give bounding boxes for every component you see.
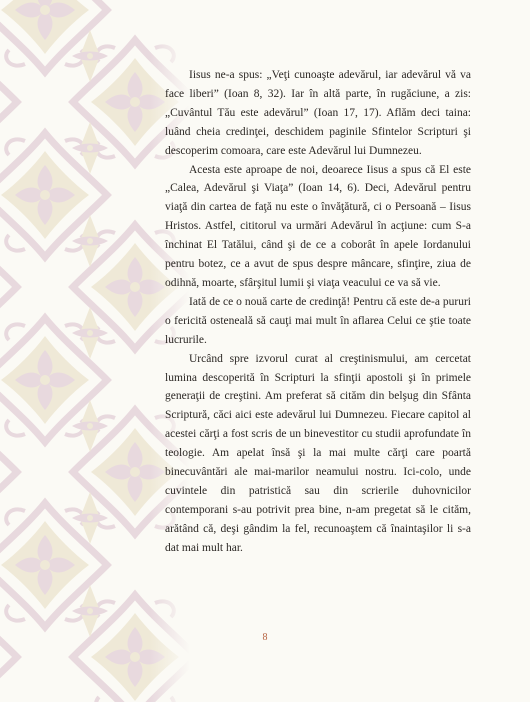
paragraph-1: Iisus ne-a spus: „Veţi cunoaşte adevărul, iar adevărul vă va face liberi” (Ioan 8, 32). Iar în altă parte, în rugăciune, a zis: „Cuvântul Tău este adevărul” (Ioan 17, 17). Aflăm deci taina: luând cheia credinţei, deschidem paginile Sfintelor Scripturi şi descoperim comoara, care este Adevărul lui Dumnezeu. [165,69,471,157]
paragraph-3: Iată de ce o nouă carte de credinţă! Pentru că este de-a pururi o fericită osteneală să cauţi mai mult în aflarea Celui ce ştie toate lucrurile. [165,295,471,346]
body-text [165,66,471,558]
paragraph-2: Acesta este aproape de noi, deoarece Iisus a spus că El este „Calea, Adevărul şi Viaţa” (Ioan 14, 6). Deci, Adevărul pentru viaţă din cartea de faţă nu este o învăţătură, ci o Persoană – Iisus Hristos. Astfel, cititorul va urmări Adevărul în acţiune: cum S-a închinat El Tatălui, când şi de ce a coborât în apele Iordanului pentru botez, ce a avut de spus despre mâncare, sfinţire, ziua de odihnă, moarte, sfârşitul lumii şi viaţa veacului ce va să vie. [165,163,471,289]
paragraph-4: Urcând spre izvorul curat al creştinismului, am cercetat lumina descoperită în Scripturi la sfinţii apostoli şi în primele generaţii de creştini. Am preferat să cităm din belşug din Sfânta Scriptură, căci aici este adevărul lui Dumnezeu. Fiecare capitol al acestei cărţi a fost scris de un binevestitor cu studii aprofundate în teologie. Am apelat însă şi la mai multe cărţi care poartă binecuvântări ale mai-marilor neamului nostru. Ici-colo, unde cuvintele din patristică sau din scrierile duhovnicilor contemporani s-au potrivit prea bine, n-am pregetat să le cităm, arătând că, deşi gândim la fel, recunoaştem că înaintaşilor li s-a dat mai mult har. [165,352,471,554]
page-number: 8 [262,632,268,643]
